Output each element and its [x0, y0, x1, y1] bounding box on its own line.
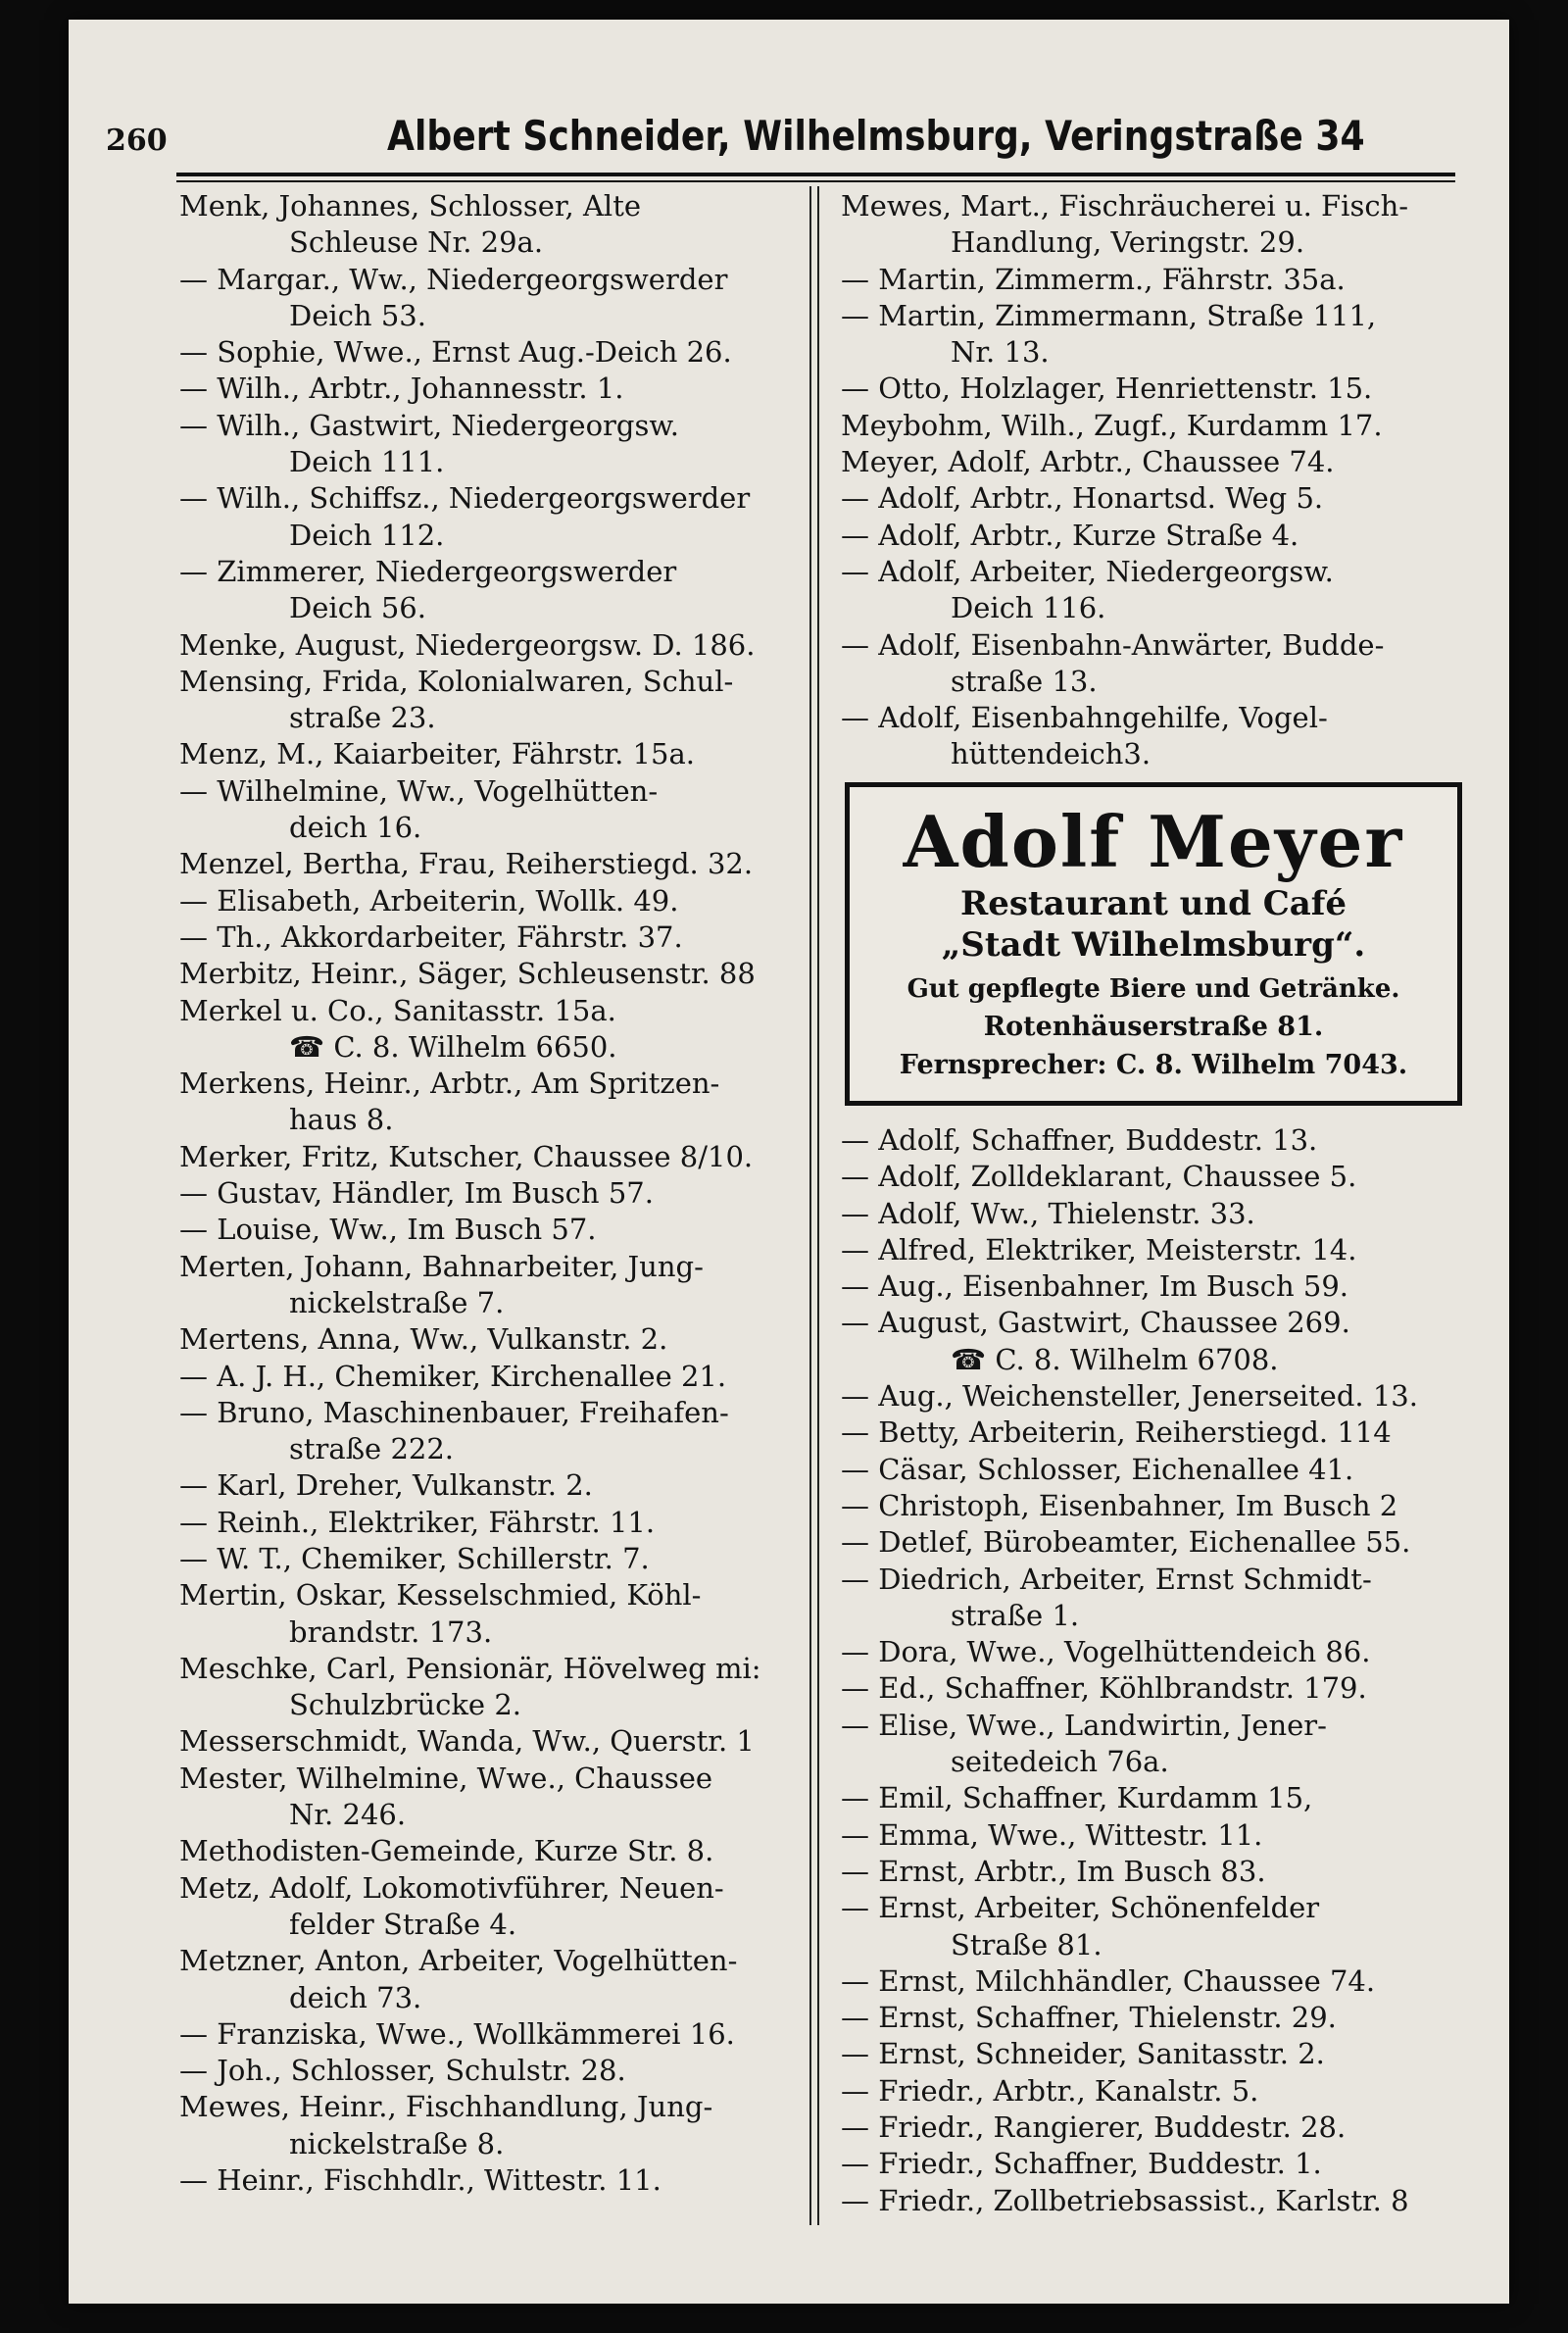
entry-line: — Heinr., Fischhdlr., Wittestr. 11. [179, 2163, 662, 2198]
entry-line: — Zimmerer, Niedergeorgswerder [179, 554, 677, 588]
directory-entry [841, 1232, 1468, 1268]
advertisement-box [845, 782, 1462, 1106]
directory-entry [179, 1467, 803, 1504]
entry-line: Mewes, Mart., Fischräucherei u. Fisch- [841, 189, 1409, 223]
entry-line: — Friedr., Zollbetriebsassist., Karlstr. 8 [841, 2183, 1409, 2217]
entry-line: — Th., Akkordarbeiter, Fährstr. 37. [179, 919, 683, 954]
directory-entry [179, 334, 803, 371]
entry-line: Mewes, Heinr., Fischhandlung, Jung- [179, 2090, 713, 2124]
entry-line: Merten, Johann, Bahnarbeiter, Jung- [179, 1249, 704, 1283]
entry-line: — Bruno, Maschinenbauer, Freihafen- [179, 1395, 729, 1429]
entry-line: — Ernst, Schneider, Sanitasstr. 2. [841, 2037, 1325, 2071]
entry-line: — Aug., Weichensteller, Jenerseited. 13. [841, 1379, 1418, 1414]
entry-line: — Adolf, Arbtr., Honartsd. Weg 5. [841, 481, 1324, 516]
directory-entry [179, 2053, 803, 2089]
entry-line: — Adolf, Ww., Thielenstr. 33. [841, 1196, 1255, 1230]
entry-line: — Ernst, Arbtr., Im Busch 83. [841, 1854, 1266, 1888]
entry-line: Mertens, Anna, Ww., Vulkanstr. 2. [179, 1322, 668, 1357]
entry-line: — Ernst, Milchhändler, Chaussee 74. [841, 1963, 1376, 1998]
entry-line: — Elisabeth, Arbeiterin, Wollk. 49. [179, 883, 679, 918]
entry-line: — Sophie, Wwe., Ernst Aug.-Deich 26. [179, 335, 732, 370]
entry-line: — Betty, Arbeiterin, Reiherstiegd. 114 [841, 1415, 1392, 1450]
entry-continuation-line: haus 8. [289, 1103, 394, 1137]
entry-continuation-line: Handlung, Veringstr. 29. [951, 225, 1305, 260]
entry-line: Methodisten-Gemeinde, Kurze Str. 8. [179, 1834, 714, 1868]
advertisement-line-4: Rotenhäuserstraße 81. [983, 1012, 1324, 1042]
directory-entry [841, 262, 1468, 298]
entry-continuation-line: Nr. 246. [289, 1798, 407, 1832]
entry-line: Metz, Adolf, Lokomotivführer, Neuen- [179, 1870, 724, 1905]
entry-continuation-line: hüttendeich3. [951, 737, 1152, 771]
entry-line: Menk, Johannes, Schlosser, Alte [179, 189, 642, 223]
directory-entry [179, 1029, 803, 1066]
running-title: Albert Schneider, Wilhelmsburg, Veringstraße 34 [387, 112, 1365, 160]
directory-entry [179, 627, 803, 664]
directory-entry [841, 1670, 1468, 1707]
directory-entry [841, 1342, 1468, 1378]
entry-line: Mensing, Frida, Kolonialwaren, Schul- [179, 664, 734, 698]
entry-line: — Friedr., Arbtr., Kanalstr. 5. [841, 2073, 1259, 2108]
directory-entry [841, 2036, 1468, 2072]
right-column-top [841, 188, 1468, 773]
directory-entry [841, 1963, 1468, 2000]
directory-entry [841, 700, 1468, 773]
entry-line: ☎ C. 8. Wilhelm 6708. [951, 1342, 1279, 1376]
header-rule [176, 173, 1455, 176]
directory-entry [179, 2162, 803, 2199]
directory-entry [179, 664, 803, 737]
directory-entry [179, 846, 803, 882]
entry-line: — Louise, Ww., Im Busch 57. [179, 1213, 597, 1247]
entry-continuation-line: straße 1. [951, 1598, 1080, 1632]
directory-entry [179, 2089, 803, 2162]
entry-line: — Adolf, Eisenbahngehilfe, Vogel- [841, 701, 1328, 735]
entry-line: Meyer, Adolf, Arbtr., Chaussee 74. [841, 445, 1335, 479]
directory-entry [841, 298, 1468, 372]
entry-continuation-line: Deich 112. [289, 518, 445, 552]
directory-entry [841, 2110, 1468, 2146]
directory-entry [841, 2183, 1468, 2219]
entry-continuation-line: deich 16. [289, 811, 422, 845]
directory-entry [841, 554, 1468, 627]
directory-entry [841, 1378, 1468, 1415]
directory-entry [841, 1415, 1468, 1451]
entry-continuation-line: Schleuse Nr. 29a. [289, 225, 544, 260]
directory-entry [841, 2000, 1468, 2036]
entry-continuation-line: Deich 116. [951, 591, 1106, 625]
entry-line: — Adolf, Eisenbahn-Anwärter, Budde- [841, 627, 1385, 662]
entry-line: Mertin, Oskar, Kesselschmied, Köhl- [179, 1578, 702, 1613]
entry-line: — Adolf, Arbtr., Kurze Straße 4. [841, 518, 1299, 552]
directory-entry [841, 1305, 1468, 1341]
entry-line: — Adolf, Arbeiter, Niedergeorgsw. [841, 554, 1334, 588]
directory-entry [179, 919, 803, 956]
entry-line: — Wilh., Arbtr., Johannesstr. 1. [179, 372, 624, 406]
directory-entry [179, 956, 803, 992]
entry-line: — Ernst, Arbeiter, Schönenfelder [841, 1891, 1320, 1925]
directory-entry [179, 1833, 803, 1869]
directory-entry [841, 1780, 1468, 1816]
entry-continuation-line: deich 73. [289, 1980, 422, 2014]
directory-entry [841, 1268, 1468, 1305]
entry-line: — Reinh., Elektriker, Fährstr. 11. [179, 1505, 656, 1539]
entry-continuation-line: Schulzbrücke 2. [289, 1688, 521, 1722]
entry-line: — Detlef, Bürobeamter, Eichenallee 55. [841, 1525, 1411, 1560]
directory-entry [179, 1577, 803, 1651]
advertisement-line-2: „Stadt Wilhelmsburg“. [941, 925, 1366, 965]
directory-entry [179, 1321, 803, 1358]
entry-line: — Emil, Schaffner, Kurdamm 15, [841, 1781, 1313, 1815]
directory-entry [841, 1854, 1468, 1890]
directory-entry [179, 993, 803, 1029]
entry-line: — Adolf, Schaffner, Buddestr. 13. [841, 1123, 1318, 1157]
entry-line: — Wilh., Schiffsz., Niedergeorgswerder [179, 481, 751, 516]
entry-continuation-line: straße 222. [289, 1432, 455, 1466]
directory-entry [841, 1488, 1468, 1524]
directory-entry [841, 1562, 1468, 1635]
entry-continuation-line: brandstr. 173. [289, 1614, 493, 1649]
advertisement-name: Adolf Meyer [903, 800, 1404, 883]
entry-continuation-line: Deich 53. [289, 298, 426, 332]
directory-entry [841, 188, 1468, 262]
entry-line: — Martin, Zimmerm., Fährstr. 35a. [841, 262, 1346, 296]
entry-continuation-line: seitedeich 76a. [951, 1745, 1169, 1779]
directory-entry [179, 1139, 803, 1175]
directory-entry [179, 408, 803, 481]
directory-entry [179, 1761, 803, 1834]
advertisement-line-1: Restaurant und Café [959, 884, 1348, 923]
header-rule-thin [176, 180, 1455, 182]
entry-line: — Emma, Wwe., Wittestr. 11. [841, 1817, 1263, 1852]
directory-entry [179, 773, 803, 847]
left-column [179, 188, 803, 2199]
entry-continuation-line: Nr. 13. [951, 335, 1050, 370]
entry-line: Merbitz, Heinr., Säger, Schleusenstr. 88 [179, 957, 756, 991]
column-divider [809, 186, 811, 2225]
directory-entry [179, 371, 803, 407]
directory-entry [179, 1395, 803, 1468]
directory-entry [841, 2146, 1468, 2182]
advertisement-line-5: Fernsprecher: C. 8. Wilhelm 7043. [899, 1050, 1408, 1080]
directory-entry [841, 1122, 1468, 1159]
directory-entry [179, 554, 803, 627]
directory-entry [841, 1708, 1468, 1781]
directory-entry [841, 1634, 1468, 1670]
entry-line: — Gustav, Händler, Im Busch 57. [179, 1176, 654, 1211]
directory-entry [179, 1651, 803, 1724]
entry-continuation-line: felder Straße 4. [289, 1907, 517, 1941]
entry-line: Menke, August, Niedergeorgsw. D. 186. [179, 627, 756, 662]
entry-line: Mester, Wilhelmine, Wwe., Chaussee [179, 1761, 713, 1795]
entry-line: — Adolf, Zolldeklarant, Chaussee 5. [841, 1160, 1357, 1194]
entry-continuation-line: Deich 111. [289, 445, 445, 479]
entry-continuation-line: nickelstraße 8. [289, 2126, 505, 2160]
entry-line: — Karl, Dreher, Vulkanstr. 2. [179, 1468, 593, 1503]
entry-line: Merkens, Heinr., Arbtr., Am Spritzen- [179, 1067, 720, 1101]
directory-entry [179, 883, 803, 919]
directory-entry [841, 371, 1468, 407]
directory-entry [179, 262, 803, 335]
directory-entry [179, 1359, 803, 1395]
page-number: 260 [106, 124, 168, 158]
directory-entry [179, 2016, 803, 2053]
entry-continuation-line: Deich 56. [289, 591, 426, 625]
directory-entry [179, 480, 803, 554]
entry-line: — Joh., Schlosser, Schulstr. 28. [179, 2054, 626, 2088]
entry-line: — Elise, Wwe., Landwirtin, Jener- [841, 1708, 1327, 1742]
entry-line: — Christoph, Eisenbahner, Im Busch 2 [841, 1488, 1398, 1522]
entry-line: — Margar., Ww., Niedergeorgswerder [179, 262, 728, 296]
entry-line: ☎ C. 8. Wilhelm 6650. [289, 1029, 617, 1064]
entry-line: — Wilhelmine, Ww., Vogelhütten- [179, 773, 659, 808]
directory-entry [841, 480, 1468, 517]
directory-entry [179, 1870, 803, 1944]
directory-entry [841, 1452, 1468, 1488]
entry-line: — A. J. H., Chemiker, Kirchenallee 21. [179, 1359, 727, 1393]
entry-line: — Friedr., Rangierer, Buddestr. 28. [841, 2110, 1347, 2145]
entry-line: — Ernst, Schaffner, Thielenstr. 29. [841, 2001, 1337, 2035]
entry-line: Merker, Fritz, Kutscher, Chaussee 8/10. [179, 1139, 754, 1173]
directory-entry [841, 1524, 1468, 1561]
entry-line: — W. T., Chemiker, Schillerstr. 7. [179, 1541, 650, 1575]
directory-entry [841, 1890, 1468, 1963]
entry-line: Messerschmidt, Wanda, Ww., Querstr. 1 [179, 1724, 755, 1759]
entry-line: — August, Gastwirt, Chaussee 269. [841, 1306, 1350, 1340]
entry-line: Meschke, Carl, Pensionär, Hövelweg mi: [179, 1651, 761, 1685]
entry-continuation-line: nickelstraße 7. [289, 1285, 505, 1319]
entry-line: — Cäsar, Schlosser, Eichenallee 41. [841, 1452, 1354, 1486]
directory-entry [841, 1817, 1468, 1854]
directory-entry [179, 1943, 803, 2016]
directory-entry [841, 1159, 1468, 1195]
right-column-bottom [841, 1122, 1468, 2219]
directory-entry [179, 1249, 803, 1322]
entry-line: — Aug., Eisenbahner, Im Busch 59. [841, 1269, 1349, 1304]
directory-entry [841, 444, 1468, 480]
directory-entry [179, 736, 803, 772]
entry-line: — Diedrich, Arbeiter, Ernst Schmidt- [841, 1562, 1372, 1596]
entry-line: Menz, M., Kaiarbeiter, Fährstr. 15a. [179, 737, 695, 771]
entry-line: — Ed., Schaffner, Köhlbrandstr. 179. [841, 1671, 1367, 1706]
entry-line: — Friedr., Schaffner, Buddestr. 1. [841, 2147, 1322, 2181]
directory-entry [179, 188, 803, 262]
entry-line: Metzner, Anton, Arbeiter, Vogelhütten- [179, 1944, 738, 1978]
entry-line: — Dora, Wwe., Vogelhüttendeich 86. [841, 1635, 1371, 1669]
entry-line: — Otto, Holzlager, Henriettenstr. 15. [841, 372, 1373, 406]
directory-entry [841, 408, 1468, 444]
directory-entry [179, 1212, 803, 1248]
directory-entry [841, 518, 1468, 554]
entry-line: — Martin, Zimmermann, Straße 111, [841, 298, 1377, 332]
entry-continuation-line: straße 23. [289, 701, 436, 735]
directory-entry [841, 2073, 1468, 2110]
directory-entry [179, 1541, 803, 1577]
directory-entry [179, 1175, 803, 1212]
entry-line: — Alfred, Elektriker, Meisterstr. 14. [841, 1232, 1357, 1266]
directory-entry [179, 1066, 803, 1139]
entry-line: — Wilh., Gastwirt, Niedergeorgsw. [179, 408, 679, 442]
advertisement-line-3: Gut gepflegte Biere und Getränke. [906, 974, 1400, 1004]
entry-line: Meybohm, Wilh., Zugf., Kurdamm 17. [841, 408, 1383, 442]
entry-line: — Franziska, Wwe., Wollkämmerei 16. [179, 2016, 735, 2051]
entry-continuation-line: straße 13. [951, 664, 1098, 698]
directory-entry [841, 627, 1468, 701]
directory-entry [841, 1196, 1468, 1232]
column-divider-second [817, 186, 819, 2225]
entry-line: Menzel, Bertha, Frau, Reiherstiegd. 32. [179, 847, 754, 881]
entry-continuation-line: Straße 81. [951, 1927, 1102, 1961]
directory-entry [179, 1723, 803, 1760]
directory-entry [179, 1505, 803, 1541]
entry-line: Merkel u. Co., Sanitasstr. 15a. [179, 993, 616, 1027]
